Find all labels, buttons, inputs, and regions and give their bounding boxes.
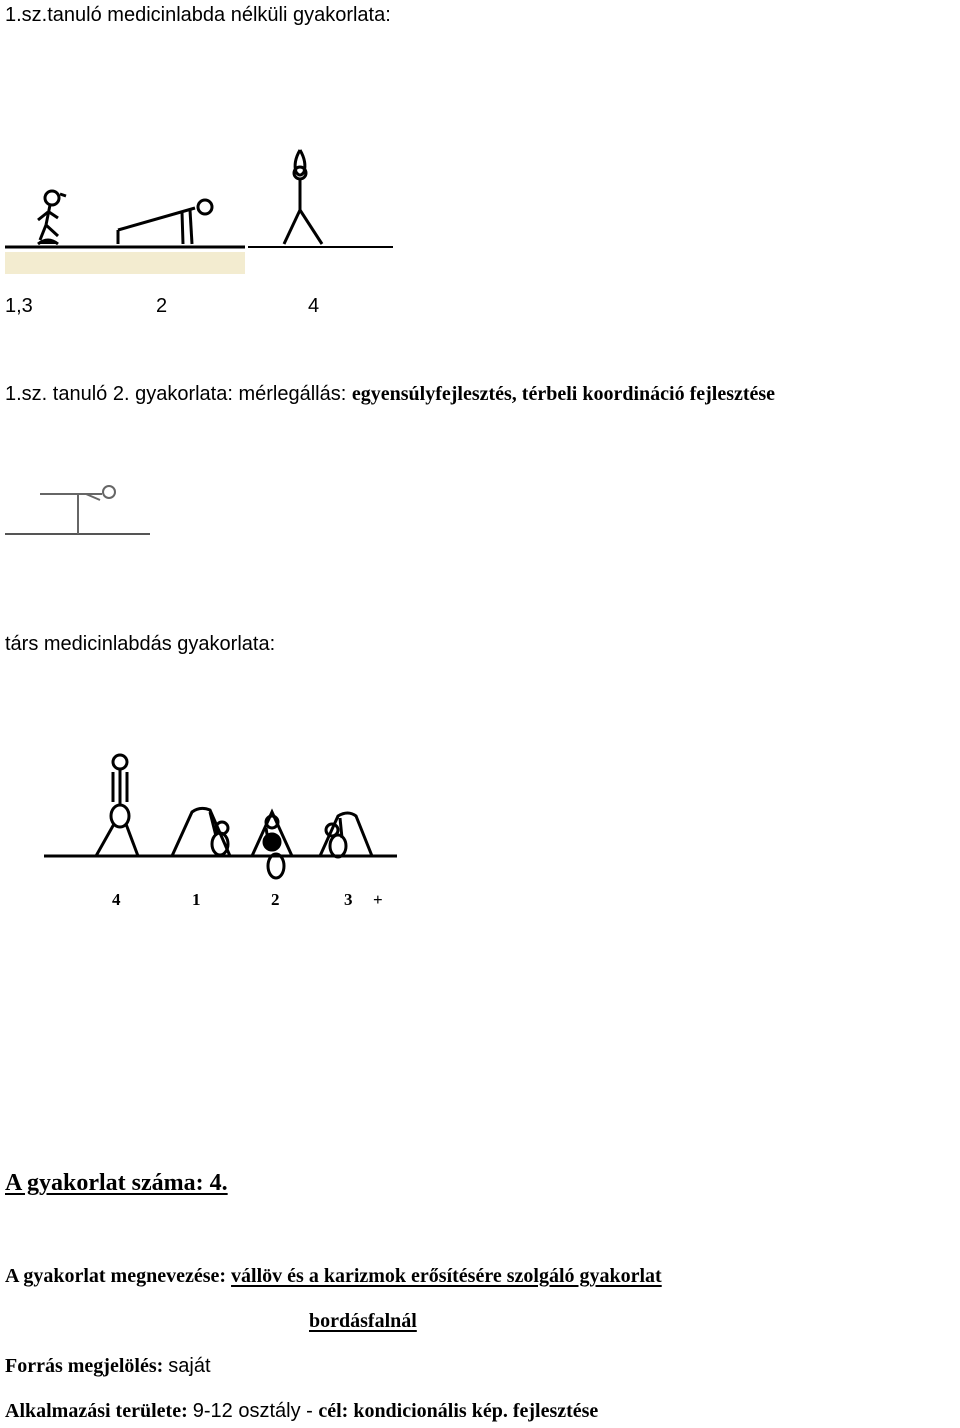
figure-balance-pose [0,478,160,542]
section2-bold: egyensúlyfejlesztés, térbeli koordináció fejlesztése [351,383,776,405]
figure-label: 2 [271,890,280,909]
stick-figure-kneeling [38,191,66,244]
stick-figure-arms-up [284,150,322,244]
exercise-name-value-line2: bordásfalnál [309,1310,417,1332]
figure-medicine-ball-exercise [0,750,420,890]
section2-line [5,383,775,406]
section1-title: 1.sz.tanuló medicinlabda nélküli gyakorlata: [5,4,391,26]
figure-label: 3 [344,890,353,909]
section3-title: társ medicinlabdás gyakorlata: [5,633,276,655]
figure-label: + [373,890,383,909]
exercise-name-label: A gyakorlat megnevezése: [5,1265,232,1287]
figure-label: 1,3 [5,295,33,317]
figure-exercise-1 [0,140,400,280]
exercise-name-line [5,1265,662,1288]
figure-label: 1 [192,890,201,909]
section2-prefix: 1.sz. tanuló 2. gyakorlata: mérlegállás: [5,383,352,405]
stick-figure-ball-between-legs [252,812,292,878]
figure-label: 4 [308,295,320,317]
exercise-name-value: vállöv és a karizmok erősítésére szolgáló gyakorlat [231,1265,662,1287]
figure-label: 4 [112,890,121,909]
source-label: Forrás megjelölés: [5,1355,169,1377]
source-line [5,1355,211,1378]
goal-text: cél: kondicionális kép. fejlesztése [318,1400,599,1422]
figure-label: 2 [156,295,168,317]
floor-shadow [5,252,245,274]
stick-figure-plank [118,200,212,244]
stick-figure-bent-forward [320,813,372,857]
application-area-line [5,1400,598,1423]
stick-figure-ball-overhead [96,755,138,856]
exercise-number-heading: A gyakorlat száma: 4. [5,1170,228,1196]
stick-figure-bent-forward [172,808,230,856]
application-area-label: Alkalmazási területe: [5,1400,193,1422]
source-value: saját [168,1355,211,1377]
application-area-value: 9-12 osztály - [192,1400,319,1422]
